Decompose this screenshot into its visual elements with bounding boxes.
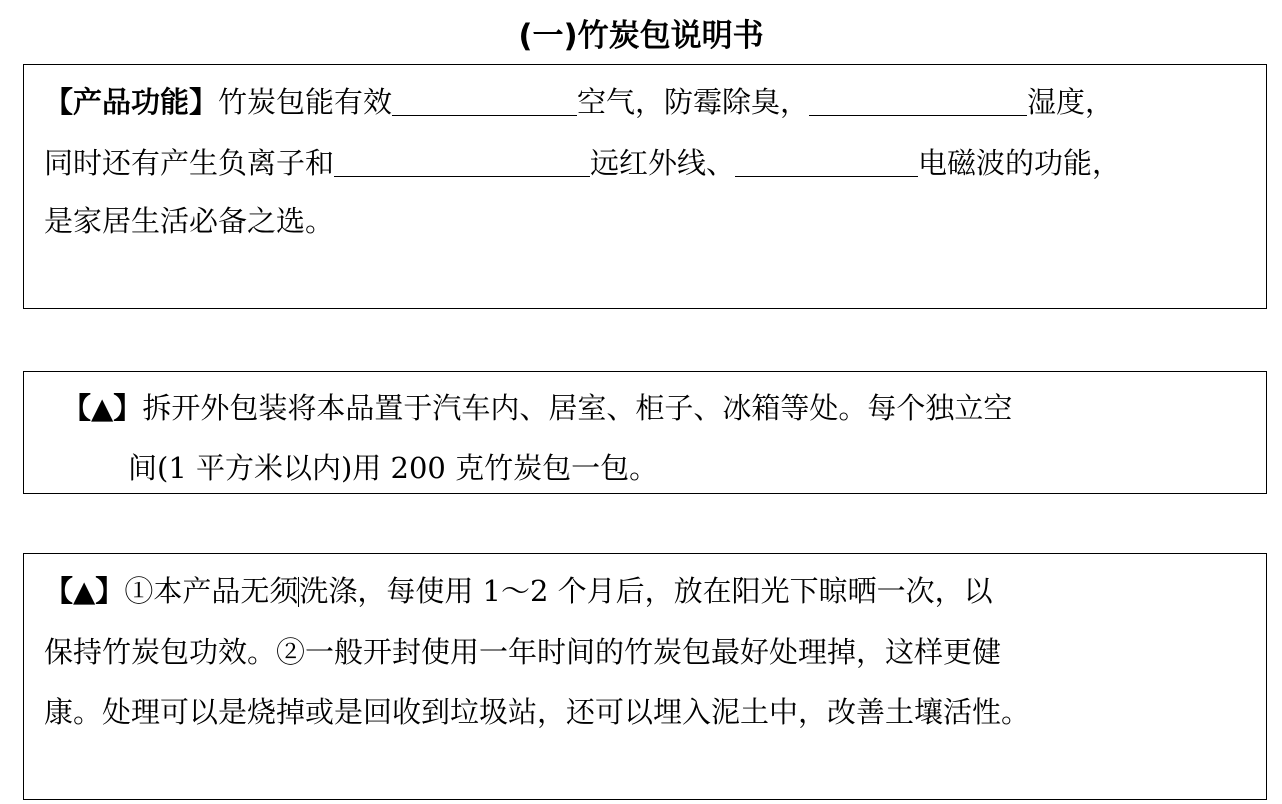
function-text-2a: 同时还有产生负离子和	[44, 146, 335, 180]
usage-heading: 【▲】	[62, 391, 143, 425]
function-text-2c: 电磁波的功能，	[918, 146, 1122, 180]
care-text-1a: ①本产品无须	[124, 574, 299, 608]
fill-blank-1[interactable]	[392, 85, 577, 116]
document-title: (一)竹炭包说明书	[518, 18, 764, 54]
usage-text-1: 拆开外包装将本品置于汽车内、居室、柜子、冰箱等处。每个独立空	[142, 391, 1013, 425]
function-line-1	[44, 82, 1114, 122]
care-line-2: 保持竹炭包功效。②一般开封使用一年时间的竹炭包最好处理掉，这样更健	[44, 635, 1002, 669]
function-line-2	[44, 143, 1121, 183]
fill-blank-2[interactable]	[809, 85, 1027, 116]
function-text-1c: 湿度，	[1027, 85, 1115, 119]
care-line-1	[44, 571, 993, 611]
function-text-1a: 竹炭包能有效	[218, 85, 393, 119]
usage-line-2: 间(1 平方米以内)用 200 克竹炭包一包。	[128, 451, 659, 485]
care-heading: 【▲】	[44, 574, 125, 608]
usage-line-1	[62, 388, 1012, 428]
fill-blank-3[interactable]	[334, 146, 590, 177]
function-heading: 【产品功能】	[44, 85, 219, 119]
function-text-2b: 远红外线、	[590, 146, 736, 180]
fill-blank-4[interactable]	[735, 146, 918, 177]
care-line-3: 康。处理可以是烧掉或是回收到垃圾站，还可以埋入泥土中，改善土壤活性。	[44, 695, 1031, 729]
function-line-3: 是家居生活必备之选。	[44, 204, 335, 238]
function-text-1b: 空气，防霉除臭，	[577, 85, 810, 119]
care-text-1b: 洗涤，每使用 1～2 个月后，放在阳光下晾晒一次，以	[299, 574, 993, 608]
